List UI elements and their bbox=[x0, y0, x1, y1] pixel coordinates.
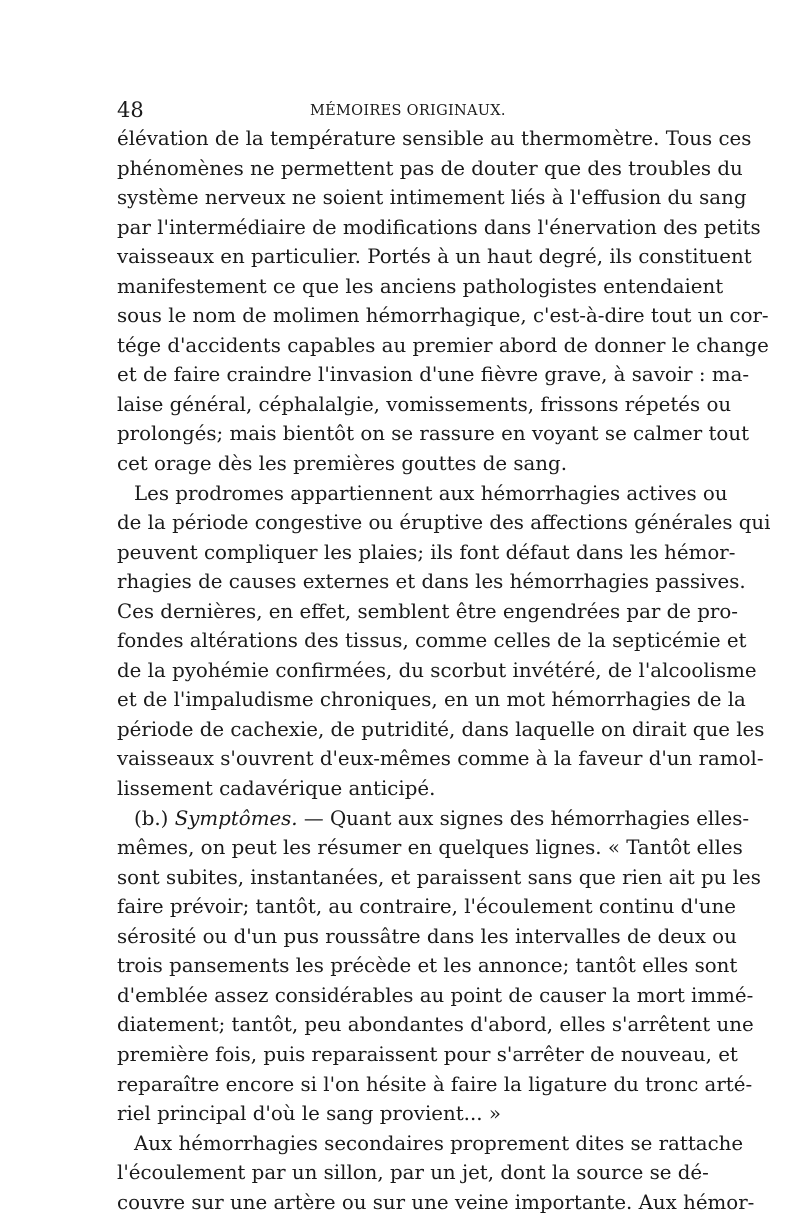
text-line: laise général, céphalalgie, vomissements, frissons répetés ou bbox=[117, 392, 732, 416]
text-line: de la période congestive ou éruptive des affections générales qui bbox=[117, 511, 771, 535]
text-line: sous le nom de molimen hémorrhagique, c'est-à-dire tout un cor- bbox=[117, 304, 769, 328]
text-line: d'emblée assez considérables au point de causer la mort immé- bbox=[117, 983, 754, 1007]
text-line: peuvent compliquer les plaies; ils font défaut dans les hémor- bbox=[117, 540, 736, 564]
text-line: par l'intermédiaire de modifications dans l'énervation des petits bbox=[117, 215, 761, 239]
text-line: vaisseaux s'ouvrent d'eux-mêmes comme à la faveur d'un ramol- bbox=[117, 747, 764, 771]
paragraph-end-line: riel principal d'où le sang provient... » bbox=[117, 1102, 501, 1126]
text-line: manifestement ce que les anciens pathologistes entendaient bbox=[117, 274, 724, 298]
text-line: première fois, puis reparaissent pour s'arrêter de nouveau, et bbox=[117, 1042, 738, 1066]
text-line: trois pansements les précède et les annonce; tantôt elles sont bbox=[117, 954, 738, 978]
paragraph-start-line: Les prodromes appartiennent aux hémorrhagies actives ou bbox=[134, 481, 728, 505]
text-line: tége d'accidents capables au premier abord de donner le change bbox=[117, 333, 769, 357]
text-line: et de l'impaludisme chroniques, en un mot hémorrhagies de la bbox=[117, 688, 746, 712]
paragraph-end-line: cet orage dès les premières gouttes de sang. bbox=[117, 452, 567, 476]
running-head bbox=[117, 98, 697, 124]
text-line: phénomènes ne permettent pas de douter que des troubles du bbox=[117, 156, 743, 180]
text-line: sérosité ou d'un pus roussâtre dans les intervalles de deux ou bbox=[117, 924, 737, 948]
text-line: sont subites, instantanées, et paraissent sans que rien ait pu les bbox=[117, 865, 761, 889]
text-line: vaisseaux en particulier. Portés à un haut degré, ils constituent bbox=[117, 245, 752, 269]
page-number: 48 bbox=[117, 98, 144, 122]
text-line: rhagies de causes externes et dans les hémorrhagies passives. bbox=[117, 570, 746, 594]
text-line: faire prévoir; tantôt, au contraire, l'écoulement continu d'une bbox=[117, 895, 736, 919]
section-label: (b.) bbox=[134, 806, 175, 830]
body-text bbox=[117, 124, 771, 1217]
text-line: reparaître encore si l'on hésite à faire la ligature du tronc arté- bbox=[117, 1072, 753, 1096]
text-line: période de cachexie, de putridité, dans laquelle on dirait que les bbox=[117, 717, 765, 741]
text-line: fondes altérations des tissus, comme celles de la septicémie et bbox=[117, 629, 747, 653]
text-line: Ces dernières, en effet, semblent être engendrées par de pro- bbox=[117, 599, 738, 623]
paragraph-start-line: Aux hémorrhagies secondaires proprement dites se rattache bbox=[134, 1131, 744, 1155]
text-line: diatement; tantôt, peu abondantes d'abord, elles s'arrêtent une bbox=[117, 1013, 754, 1037]
text-line: mêmes, on peut les résumer en quelques lignes. « Tantôt elles bbox=[117, 836, 743, 860]
text-line: couvre sur une artère ou sur une veine importante. Aux hémor- bbox=[117, 1190, 755, 1214]
text-line: prolongés; mais bientôt on se rassure en voyant se calmer tout bbox=[117, 422, 750, 446]
text-line: élévation de la température sensible au thermomètre. Tous ces bbox=[117, 127, 752, 150]
running-head-title: MÉMOIRES ORIGINAUX. bbox=[310, 103, 506, 119]
text-line: système nerveux ne soient intimement liés à l'effusion du sang bbox=[117, 186, 747, 210]
section-title-symptomes: Symptômes. bbox=[174, 806, 298, 830]
section-heading-line bbox=[117, 804, 750, 834]
text-line: et de faire craindre l'invasion d'une fièvre grave, à savoir : ma- bbox=[117, 363, 750, 387]
text-line: de la pyohémie confirmées, du scorbut invétéré, de l'alcoolisme bbox=[117, 658, 757, 682]
paragraph-end-line: lissement cadavérique anticipé. bbox=[117, 777, 436, 801]
text-line: l'écoulement par un sillon, par un jet, dont la source se dé- bbox=[117, 1161, 709, 1185]
section-line-rest: — Quant aux signes des hémorrhagies elles- bbox=[297, 806, 750, 830]
